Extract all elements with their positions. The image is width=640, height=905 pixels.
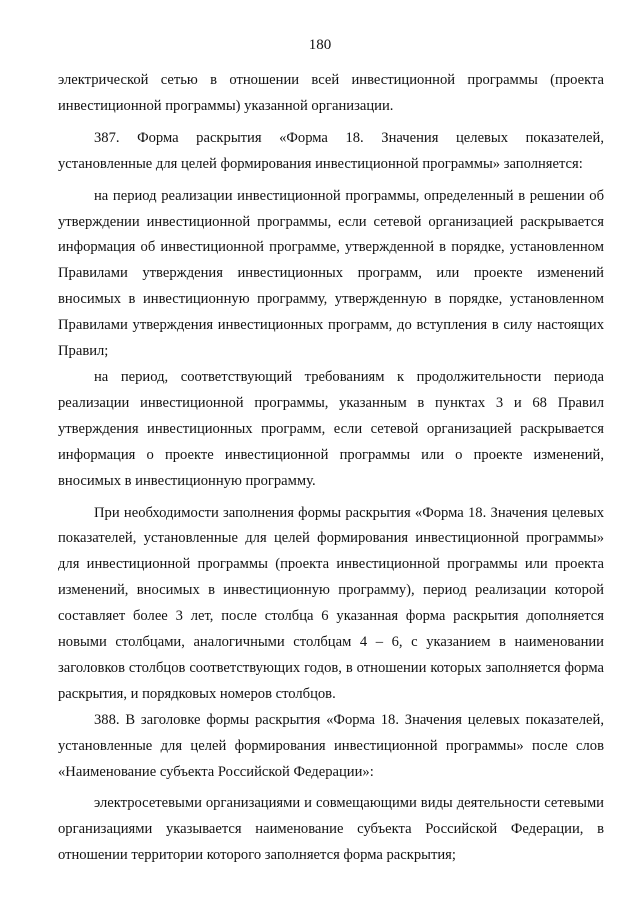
paragraph-grid-organizations: электросетевыми организациями и совмещающими виды деятельности сетевыми организациями указывается наименование субъекта Российской Федерации, в отношении территории которого заполняется форма раскрытия; xyxy=(58,795,604,864)
paragraph-continuation: электрической сетью в отношении всей инвестиционной программы (проекта инвестиционной программы) указанной организации. xyxy=(58,72,604,114)
page-number: 180 xyxy=(308,37,332,53)
paragraph-additional-columns: При необходимости заполнения формы раскрытия «Форма 18. Значения целевых показателей, установленные для целей формирования инвестиционной программы» для инвестиционной программы (проекта инвестиционной программы или проекта изменений, вносимых в инвестиционную программу), период реализации которой составляет более 3 лет, после столбца 6 указанная форма раскрытия дополняется новыми столбцами, аналогичными столбцам 4 – 6, с указанием в наименовании заголовков столбцов соответствующих годов, в отношении которых заполняется форма раскрытия, и порядковых номеров столбцов. xyxy=(58,504,604,702)
paragraph-387: 387. Форма раскрытия «Форма 18. Значения целевых показателей, установленные для целей формирования инвестиционной программы» заполняется: xyxy=(58,129,604,172)
paragraph-period-project: на период, соответствующий требованиям к продолжительности периода реализации инвестиционной программы, указанным в пунктах 3 и 68 Правил утверждения инвестиционных программ, если сетевой организацией раскрывается информация о проекте инвестиционной программы или о проекте изменений, вносимых в инвестиционную программу. xyxy=(58,368,604,489)
document-body xyxy=(58,68,604,869)
paragraph-period-approved: на период реализации инвестиционной программы, определенный в решении об утверждении инвестиционной программы, если сетевой организацией раскрывается информация об инвестиционной программе, утвержденной в порядке, установленном Правилами утверждения инвестиционных программ, или проекте изменений вносимых в инвестиционную программу, утвержденную в порядке, установленном Правилами утверждения инвестиционных программ, до вступления в силу настоящих Правил; xyxy=(58,187,604,360)
paragraph-388: 388. В заголовке формы раскрытия «Форма 18. Значения целевых показателей, установленные для целей формирования инвестиционной программы» после слов «Наименование субъекта Российской Федерации»: xyxy=(58,711,604,780)
